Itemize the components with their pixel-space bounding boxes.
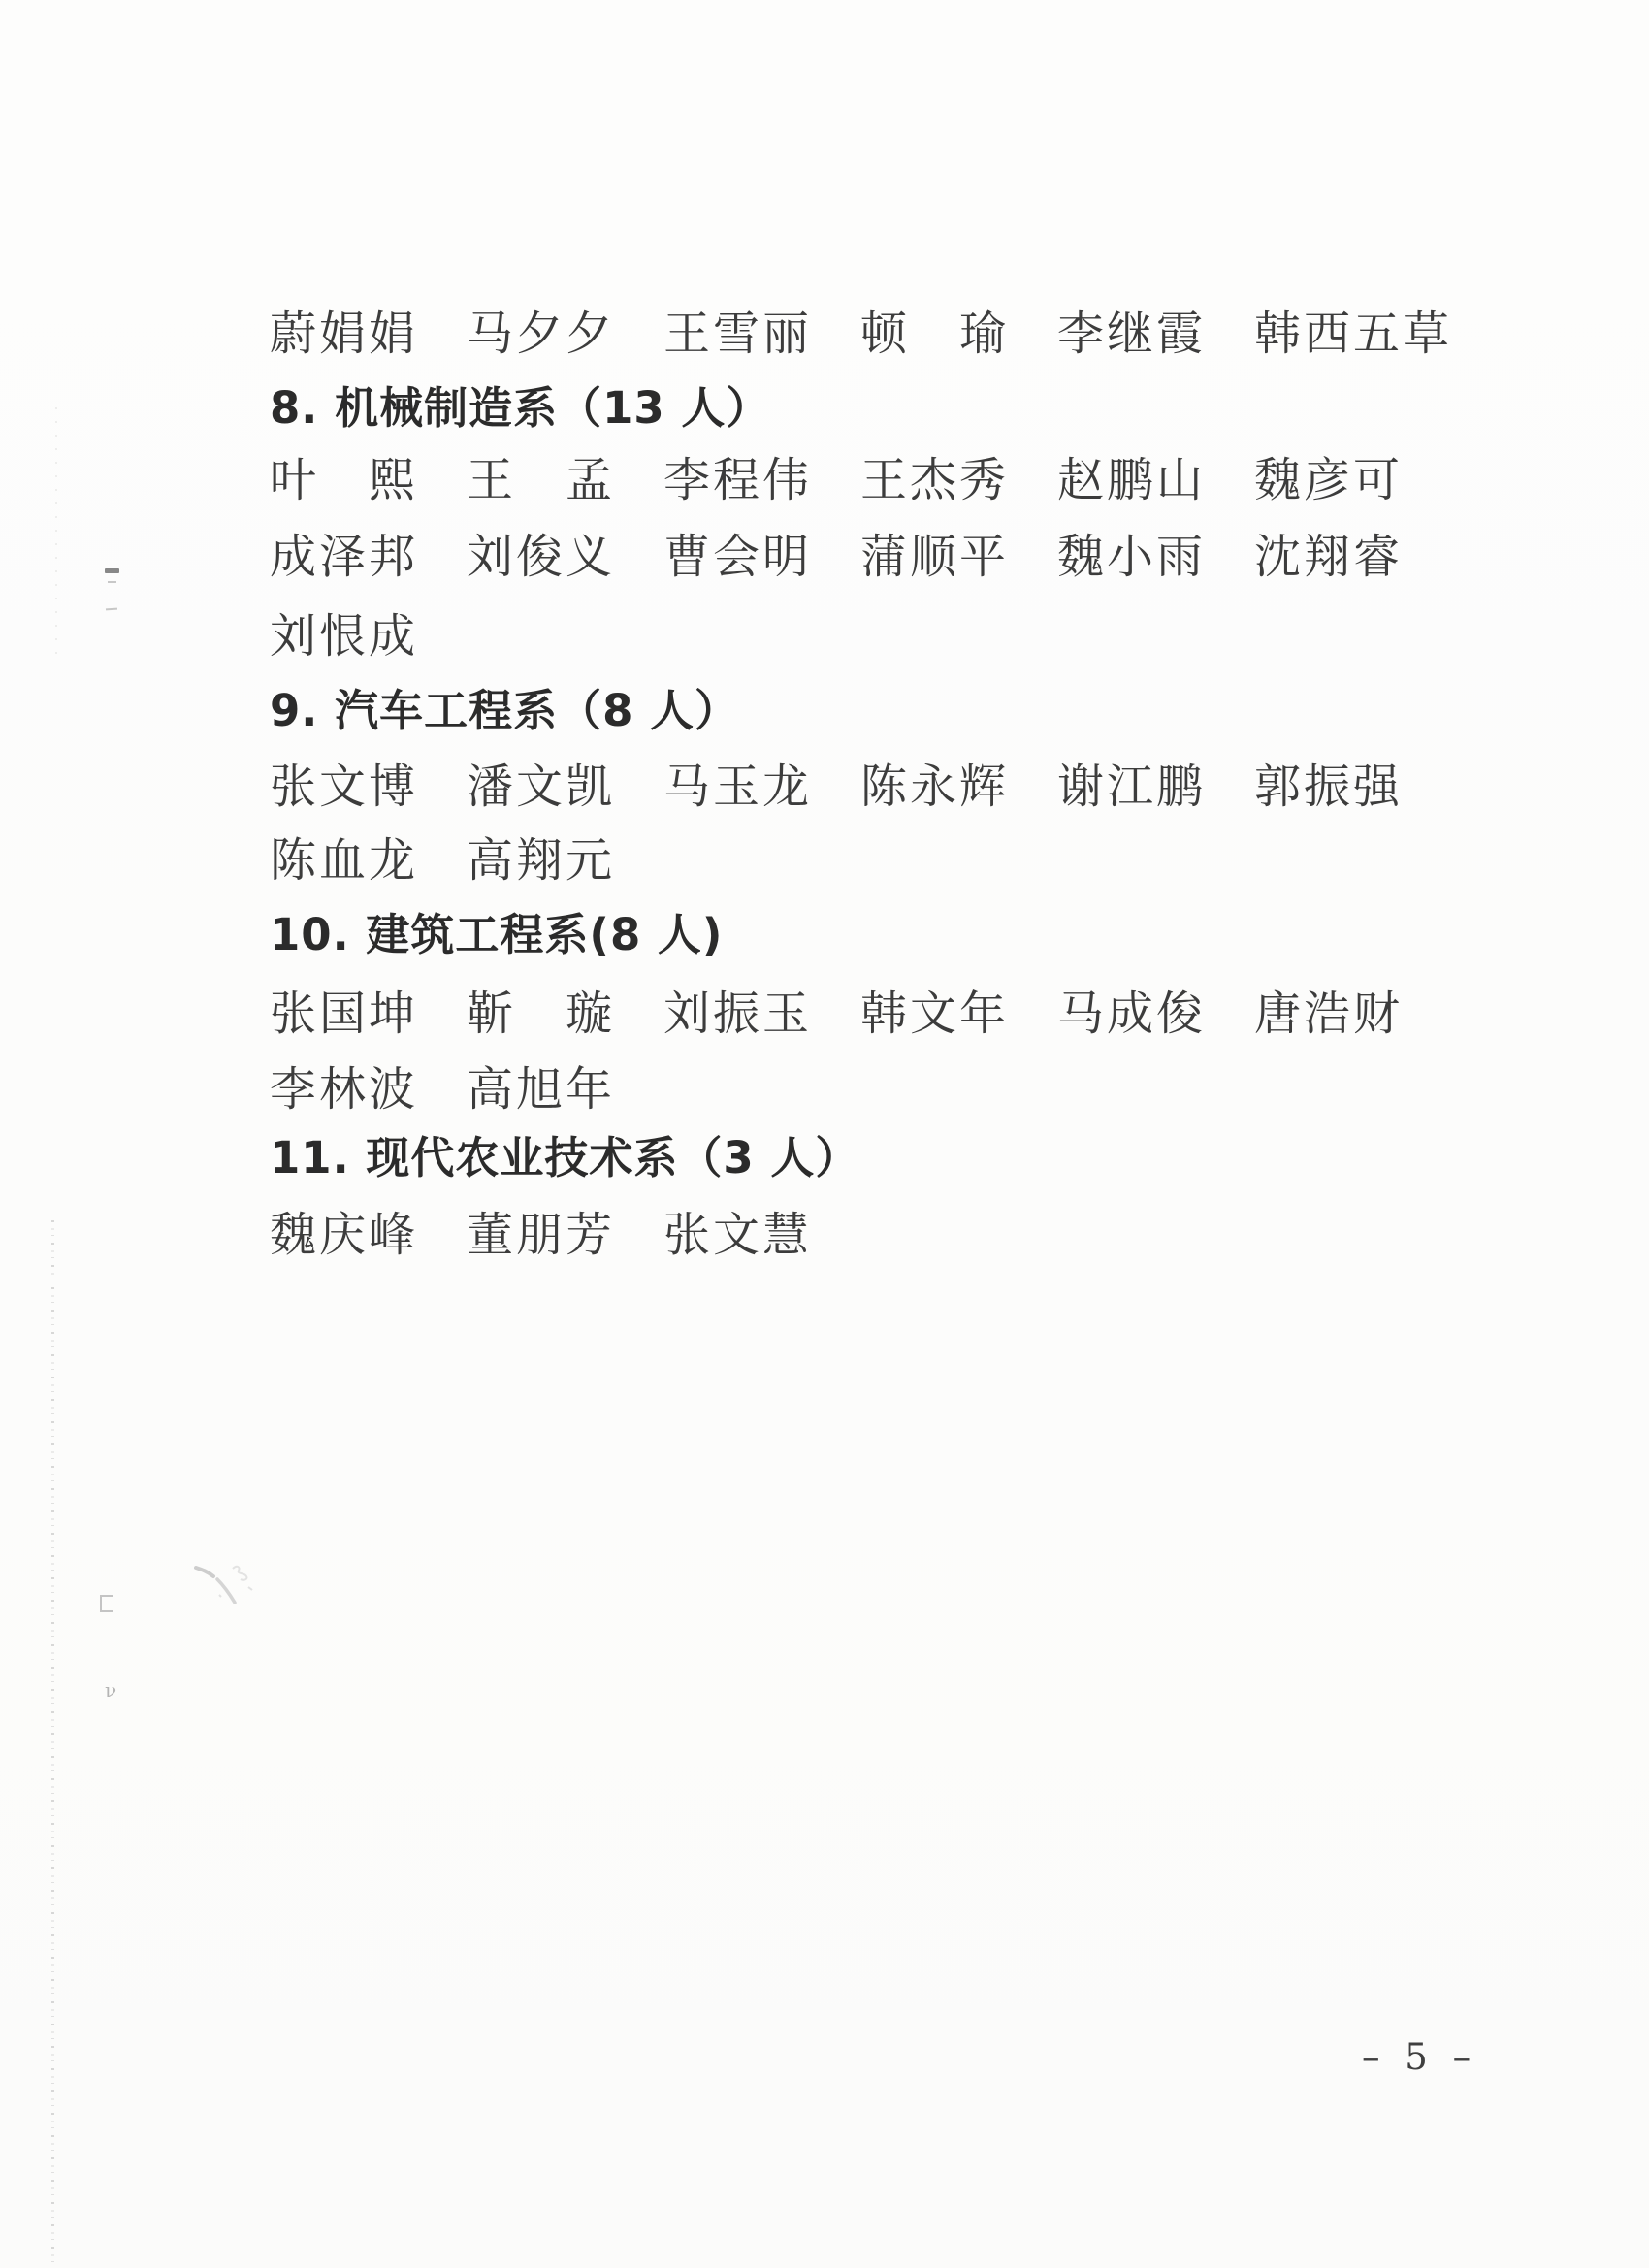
scan-speck — [100, 1595, 113, 1612]
person-name: 李程伟 — [663, 453, 813, 507]
name-row — [270, 760, 1458, 814]
person-name: 潘文凯 — [467, 760, 616, 814]
scan-edge-noise — [51, 1220, 54, 2263]
name-row — [270, 833, 1458, 888]
person-name: 曹会明 — [663, 530, 813, 584]
person-name: 魏彦可 — [1254, 453, 1404, 507]
person-name: 韩文年 — [860, 987, 1010, 1041]
person-name: 魏小雨 — [1057, 530, 1207, 584]
scan-speck: ν — [105, 1678, 117, 1701]
person-name: 陈血龙 — [270, 833, 419, 888]
section-heading-automotive-dept: 9. 汽车工程系（8 人） — [270, 685, 740, 736]
scan-speck — [105, 568, 119, 573]
name-row — [270, 453, 1458, 507]
scan-speck — [106, 608, 117, 611]
person-name: 唐浩财 — [1254, 987, 1404, 1041]
person-name: 高翔元 — [467, 833, 616, 888]
person-name: 马夕夕 — [467, 307, 616, 361]
section-heading-modern-agriculture-dept: 11. 现代农业技术系（3 人） — [270, 1132, 860, 1183]
name-row — [270, 530, 1458, 584]
person-name: 沈翔睿 — [1254, 530, 1404, 584]
person-name: 陈永辉 — [860, 760, 1010, 814]
person-name: 成泽邦 — [270, 530, 419, 584]
person-name: 靳 璇 — [467, 987, 616, 1041]
section-heading-machinery-dept: 8. 机械制造系（13 人） — [270, 382, 771, 434]
scan-speck — [108, 581, 116, 583]
page-number: – 5 – — [1362, 2036, 1473, 2078]
name-row — [270, 1062, 1458, 1117]
person-name: 刘俊义 — [467, 530, 616, 584]
name-row — [270, 1208, 1458, 1262]
person-name: 蒲顺平 — [860, 530, 1010, 584]
person-name: 高旭年 — [467, 1062, 616, 1117]
person-name: 赵鹏山 — [1057, 453, 1207, 507]
pencil-smudge-mark — [190, 1552, 268, 1622]
name-row — [270, 307, 1458, 361]
person-name: 蔚娟娟 — [270, 307, 419, 361]
person-name: 董朋芳 — [467, 1208, 616, 1262]
scan-edge-noise — [55, 407, 57, 660]
person-name: 王杰秀 — [860, 453, 1010, 507]
person-name: 谢江鹏 — [1057, 760, 1207, 814]
person-name: 顿 瑜 — [860, 307, 1010, 361]
section-heading-construction-dept: 10. 建筑工程系(8 人) — [270, 909, 724, 960]
person-name: 叶 熙 — [270, 453, 419, 507]
name-row — [270, 987, 1458, 1041]
person-name: 刘恨成 — [270, 609, 419, 664]
name-row — [270, 609, 1458, 664]
person-name: 李继霞 — [1057, 307, 1207, 361]
person-name: 王雪丽 — [663, 307, 813, 361]
person-name: 张文慧 — [663, 1208, 813, 1262]
person-name: 王 孟 — [467, 453, 616, 507]
person-name: 张文博 — [270, 760, 419, 814]
person-name: 刘振玉 — [663, 987, 813, 1041]
person-name: 魏庆峰 — [270, 1208, 419, 1262]
person-name: 郭振强 — [1254, 760, 1404, 814]
person-name: 张国坤 — [270, 987, 419, 1041]
person-name: 马玉龙 — [663, 760, 813, 814]
person-name: 马成俊 — [1057, 987, 1207, 1041]
person-name: 韩西五草 — [1254, 307, 1453, 361]
person-name: 李林波 — [270, 1062, 419, 1117]
